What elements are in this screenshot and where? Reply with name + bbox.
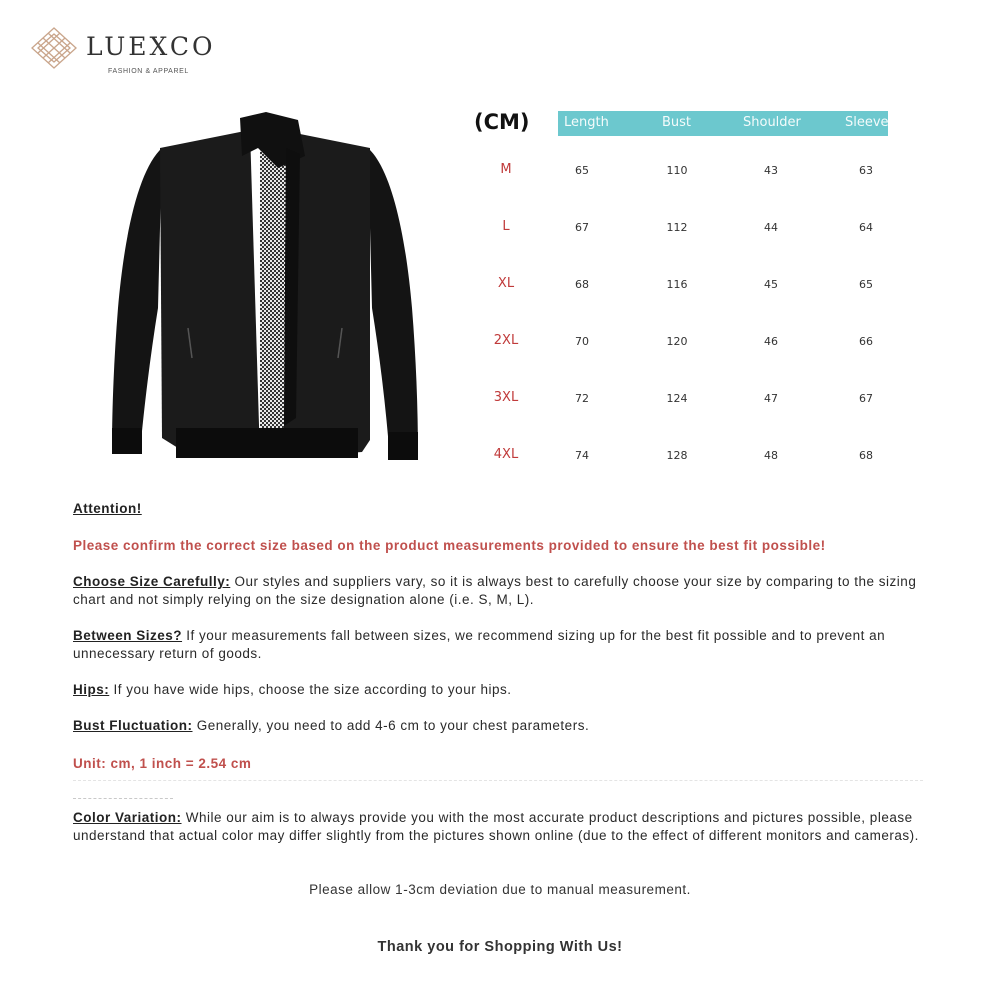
cell: 66 <box>859 335 873 348</box>
color-variation-note <box>73 809 927 845</box>
divider-short <box>73 798 173 799</box>
size-row <box>470 152 890 192</box>
cell: 72 <box>575 392 589 405</box>
size-label: 4XL <box>493 447 519 462</box>
size-label: 3XL <box>493 390 519 405</box>
cell: 45 <box>764 278 778 291</box>
column-header: Shoulder <box>743 115 801 130</box>
cell: 48 <box>764 449 778 462</box>
size-chart <box>470 104 900 476</box>
size-label: 2XL <box>493 333 519 348</box>
cell: 46 <box>764 335 778 348</box>
size-label: L <box>502 219 510 234</box>
cell: 43 <box>764 164 778 177</box>
thank-you-note: Thank you for Shopping With Us! <box>377 939 623 955</box>
cell: 112 <box>666 221 688 234</box>
size-chart-header <box>558 111 888 136</box>
cell: 67 <box>575 221 589 234</box>
between-sizes-body: If your measurements fall between sizes, we recommend sizing up for the best fit possible and to prevent an unnecessary return of goods. <box>73 628 886 661</box>
unit-note: Unit: cm, 1 inch = 2.54 cm <box>73 756 252 771</box>
bust-note <box>73 717 927 735</box>
size-label: XL <box>497 276 515 291</box>
unit-label: (CM) <box>474 110 530 134</box>
hips-body: If you have wide hips, choose the size according to your hips. <box>109 682 512 697</box>
attention-text: Attention! <box>73 501 142 516</box>
cell: 120 <box>666 335 688 348</box>
color-variation-title: Color Variation: <box>73 810 182 825</box>
size-row <box>470 437 890 477</box>
choose-size-body: Our styles and suppliers vary, so it is always best to carefully choose your size by comparing to the sizing chart and not simply relying on the size designation alone (i.e. S, M, L). <box>73 574 917 607</box>
size-row <box>470 266 890 306</box>
divider <box>73 780 923 781</box>
column-header: Length <box>564 115 609 130</box>
cell: 68 <box>575 278 589 291</box>
bust-title: Bust Fluctuation: <box>73 718 193 733</box>
choose-size-note <box>73 573 927 609</box>
bust-body: Generally, you need to add 4-6 cm to your chest parameters. <box>192 718 590 733</box>
cell: 65 <box>575 164 589 177</box>
size-row <box>470 380 890 420</box>
between-sizes-title: Between Sizes? <box>73 628 183 643</box>
cell: 64 <box>859 221 873 234</box>
cell: 68 <box>859 449 873 462</box>
brand-name: LUEXCO <box>86 32 216 61</box>
cell: 44 <box>764 221 778 234</box>
cell: 74 <box>575 449 589 462</box>
cell: 63 <box>859 164 873 177</box>
diamond-logo-icon <box>28 26 80 70</box>
cell: 65 <box>859 278 873 291</box>
hips-note <box>73 681 927 699</box>
brand-logo <box>28 24 228 80</box>
jacket-product-image <box>100 108 430 468</box>
size-row <box>470 323 890 363</box>
choose-size-title: Choose Size Carefully: <box>73 574 231 589</box>
column-header: Sleeve <box>845 115 889 130</box>
brand-tagline: FASHION & APPAREL <box>108 68 189 75</box>
cell: 110 <box>666 164 688 177</box>
attention-heading <box>73 500 927 518</box>
deviation-note: Please allow 1-3cm deviation due to manual measurement. <box>309 882 691 897</box>
confirm-note: Please confirm the correct size based on the product measurements provided to ensure the best fit possible! <box>73 538 826 553</box>
cell: 124 <box>666 392 688 405</box>
column-header: Bust <box>662 115 692 130</box>
cell: 70 <box>575 335 589 348</box>
cell: 67 <box>859 392 873 405</box>
cell: 116 <box>666 278 688 291</box>
cell: 128 <box>666 449 688 462</box>
cell: 47 <box>764 392 778 405</box>
size-label: M <box>500 162 512 177</box>
hips-title: Hips: <box>73 682 110 697</box>
between-sizes-note <box>73 627 927 663</box>
color-variation-body: While our aim is to always provide you with the most accurate product descriptions and pictures possible, please understand that actual color may differ slightly from the pictures shown online (due to the effect of different monitors and cameras). <box>73 810 919 843</box>
size-row <box>470 209 890 249</box>
